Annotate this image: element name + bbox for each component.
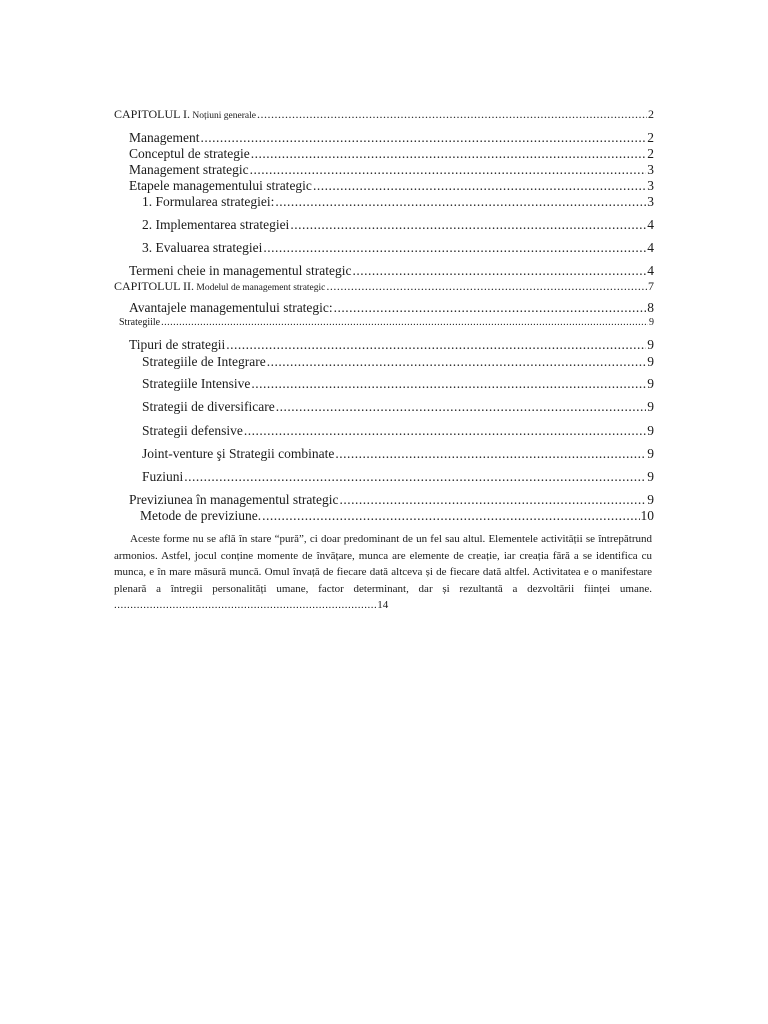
- toc-paragraph-entry[interactable]: [114, 531, 652, 614]
- toc-page-number: 4: [647, 263, 654, 278]
- toc-entry[interactable]: [0, 179, 768, 193]
- toc-page-number: 3: [647, 194, 654, 209]
- toc-leader-dots: [161, 318, 648, 328]
- toc-entry[interactable]: [0, 400, 768, 414]
- toc-leader-dots: [251, 147, 647, 161]
- toc-entry-title: Strategiile de Integrare: [142, 354, 266, 369]
- toc-entry-title: Strategii de diversificare: [142, 399, 275, 414]
- toc-entry[interactable]: [0, 424, 768, 438]
- toc-leader-dots: [184, 470, 646, 484]
- toc-entry-title: 2. Implementarea strategiei: [142, 217, 290, 232]
- toc-leader-dots: [257, 108, 647, 120]
- toc-entry[interactable]: [0, 509, 768, 523]
- toc-entry-title: Strategiile: [119, 317, 161, 328]
- toc-page-number: 9: [647, 446, 654, 461]
- toc-leader-dots: [267, 355, 647, 369]
- toc-entry[interactable]: [0, 470, 768, 484]
- toc-page-number: 2: [648, 107, 654, 121]
- toc-entry[interactable]: [0, 338, 768, 352]
- toc-page-number: 14: [377, 599, 389, 612]
- toc-entry[interactable]: [0, 195, 768, 209]
- toc-entry-title: 3. Evaluarea strategiei: [142, 240, 263, 255]
- toc-leader-dots: [334, 301, 647, 315]
- toc-entry[interactable]: [0, 318, 768, 328]
- toc-page-number: 9: [647, 337, 654, 352]
- toc-entry-title: Fuziuni: [142, 469, 184, 484]
- toc-leader-dots: [200, 131, 646, 145]
- toc-leader-dots: .................................................................................: [114, 599, 378, 612]
- toc-entry-title: Avantajele managementului strategic:: [129, 300, 333, 315]
- toc-page-number: 9: [647, 469, 654, 484]
- toc-leader-dots: [340, 493, 647, 507]
- toc-leader-dots: [326, 280, 647, 292]
- toc-entry-title: Tipuri de strategii: [129, 337, 226, 352]
- toc-entry[interactable]: [0, 264, 768, 278]
- toc-page-number: 9: [647, 354, 654, 369]
- toc-leader-dots: [262, 509, 639, 523]
- toc-entry[interactable]: [0, 163, 768, 177]
- toc-leader-dots: [276, 400, 647, 414]
- toc-entry-title: 1. Formularea strategiei:: [142, 194, 275, 209]
- toc-entry-title: Conceptul de strategie: [129, 146, 250, 161]
- toc-page-number: 10: [640, 508, 654, 523]
- toc-page-number: 9: [649, 317, 654, 328]
- toc-entry[interactable]: [0, 493, 768, 507]
- toc-entry-title: Joint-venture şi Strategii combinate: [142, 446, 335, 461]
- toc-chapter-title: CAPITOLUL II. Modelul de management strategic: [114, 279, 326, 293]
- toc-chapter-title: CAPITOLUL I. Noțiuni generale: [114, 107, 256, 121]
- toc-page-number: 2: [647, 146, 654, 161]
- toc-leader-dots: [226, 338, 646, 352]
- toc-page-number: 2: [647, 130, 654, 145]
- toc-entry-title: Etapele managementului strategic: [129, 178, 312, 193]
- toc-page-number: 3: [647, 162, 654, 177]
- toc-entry[interactable]: [0, 301, 768, 315]
- toc-entry-title: Strategiile Intensive: [142, 376, 251, 391]
- toc-leader-dots: [290, 218, 646, 232]
- toc-leader-dots: [251, 377, 646, 391]
- toc-leader-dots: [313, 179, 646, 193]
- toc-entry-title: Metode de previziune.: [140, 508, 262, 523]
- toc-page-number: 8: [647, 300, 654, 315]
- toc-entry-title: Strategii defensive: [142, 423, 243, 438]
- toc-entry-title: Management strategic: [129, 162, 249, 177]
- toc-entry[interactable]: [0, 280, 768, 294]
- toc-page-number: 4: [647, 217, 654, 232]
- toc-leader-dots: [244, 424, 646, 438]
- toc-leader-dots: [275, 195, 646, 209]
- toc-leader-dots: [335, 447, 646, 461]
- toc-entry[interactable]: [0, 355, 768, 369]
- toc-entry-title: Termeni cheie in managementul strategic: [129, 263, 352, 278]
- toc-page-number: 9: [647, 399, 654, 414]
- toc-entry[interactable]: [0, 218, 768, 232]
- toc-leader-dots: [263, 241, 646, 255]
- paragraph-text: Aceste forme nu se află în stare “pură”, ci doar predominant de un fel sau altul. Elementele activității se întrepătrund armonios. Astfel, jocul conține momente de învățare, munca are elemente de creație, iar creația fără a se identifica cu munca, e în mare măsură muncă. Omul învață de fiecare dată altceva și de fiecare dată altfel. Activitatea e o manifestare plenară a întregii personalități umane, factor determinant, dar și rezultantă a dezvoltării ființei umane.: [114, 533, 652, 595]
- toc-entry[interactable]: [0, 147, 768, 161]
- toc-page-number: 9: [647, 423, 654, 438]
- toc-entry[interactable]: [0, 131, 768, 145]
- toc-entry-title: Previziunea în managementul strategic: [129, 492, 339, 507]
- toc-leader-dots: [250, 163, 647, 177]
- toc-page-number: 9: [647, 376, 654, 391]
- toc-entry-title: Management: [129, 130, 200, 145]
- toc-page-number: 3: [647, 178, 654, 193]
- toc-entry[interactable]: [0, 377, 768, 391]
- toc-page-number: 7: [648, 279, 654, 293]
- toc-entry[interactable]: [0, 447, 768, 461]
- toc-page-number: 9: [647, 492, 654, 507]
- toc-page-number: 4: [647, 240, 654, 255]
- toc-leader-dots: [352, 264, 646, 278]
- toc-entry[interactable]: [0, 241, 768, 255]
- toc-entry[interactable]: [0, 108, 768, 122]
